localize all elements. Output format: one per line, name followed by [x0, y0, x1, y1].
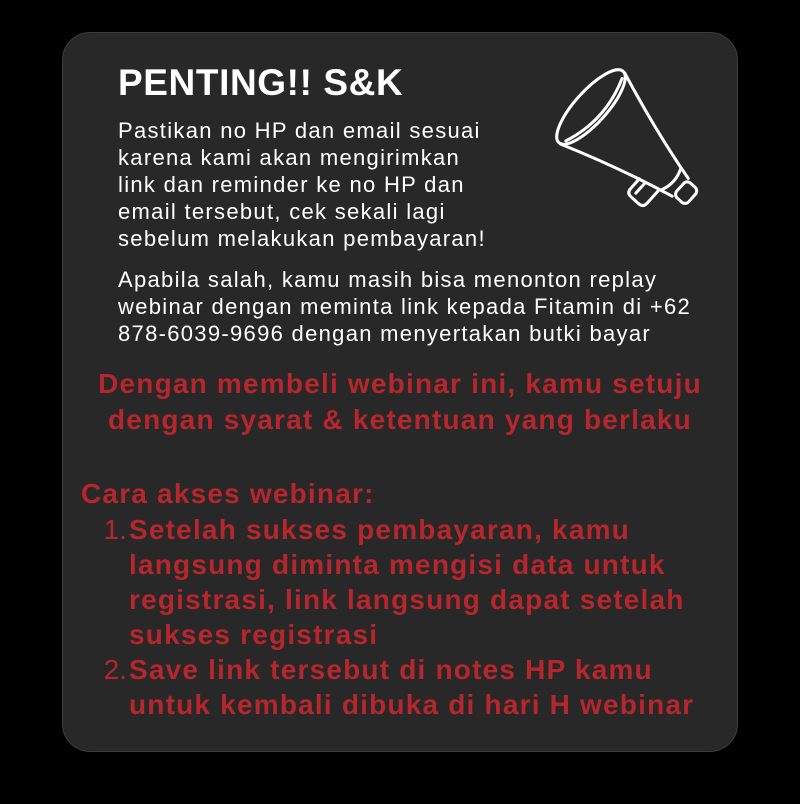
step-line: Save link tersebut di notes HP kamu — [129, 654, 653, 685]
step-line: registrasi, link langsung dapat setelah — [129, 584, 685, 615]
notice-line: sebelum melakukan pembayaran! — [118, 226, 486, 251]
replay-line: webinar dengan meminta link kepada Fitamin di +62 — [118, 294, 692, 319]
terms-card — [62, 32, 738, 752]
access-steps-list — [63, 512, 737, 722]
notice-line: Pastikan no HP dan email sesuai — [118, 118, 481, 143]
step-number: 2. — [103, 654, 127, 685]
step-line: Setelah sukses pembayaran, kamu — [129, 514, 630, 545]
notice-line: karena kami akan mengirimkan — [118, 145, 461, 170]
page-title: PENTING!! S&K — [118, 62, 404, 103]
step-line: langsung diminta mengisi data untuk — [129, 549, 666, 580]
step-line: untuk kembali dibuka di hari H webinar — [129, 689, 695, 720]
notice-line: link dan reminder ke no HP dan — [118, 172, 465, 197]
access-heading: Cara akses webinar: — [81, 478, 375, 509]
replay-line: 878-6039-9696 dengan menyertakan butki bayar — [118, 321, 651, 346]
agreement-notice — [63, 366, 737, 438]
replay-paragraph — [118, 266, 691, 347]
agreement-line: dengan syarat & ketentuan yang berlaku — [108, 404, 692, 435]
megaphone-icon — [541, 59, 716, 221]
step-number: 1. — [103, 514, 127, 545]
notice-line: email tersebut, cek sekali lagi — [118, 199, 446, 224]
agreement-line: Dengan membeli webinar ini, kamu setuju — [98, 368, 702, 399]
notice-paragraph — [118, 117, 486, 252]
list-item — [63, 652, 737, 722]
step-line: sukses registrasi — [129, 619, 379, 650]
replay-line: Apabila salah, kamu masih bisa menonton replay — [118, 267, 658, 292]
list-item — [63, 512, 737, 652]
